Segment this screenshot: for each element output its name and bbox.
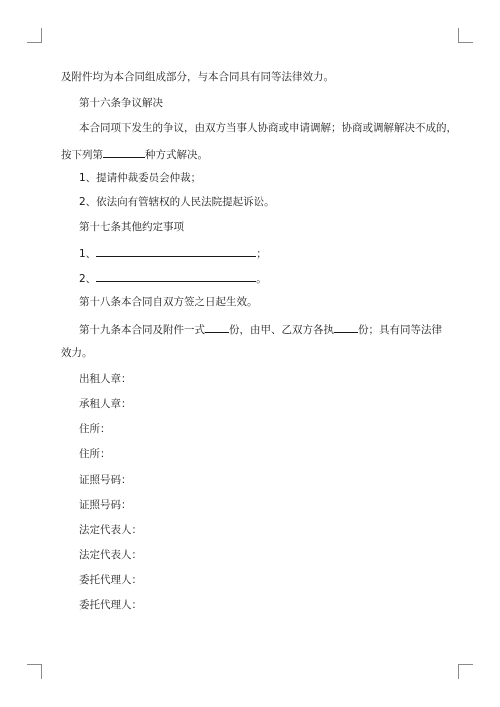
article-17-item-2-blank[interactable] [96,270,256,282]
article-19-text-a: 第十九条本合同及附件一式 [79,324,205,336]
crop-mark-top-right [458,28,473,43]
article-19-text-b: 份，由甲、乙双方各执 [229,324,334,336]
article-19-text-c: 份；具有同等法律 [358,324,442,336]
article-17-item-1-blank[interactable] [96,245,256,257]
article-16-option-2: 2、依法向有管辖权的人民法院提起诉讼。 [79,196,275,208]
crop-mark-top-left [27,28,42,43]
signature-lessee-agent: 委托代理人： [79,599,142,611]
article-19-line-1 [79,321,442,337]
article-16-choice-prefix: 按下列第 [61,149,103,161]
article-18: 第十八条本合同自双方签之日起生效。 [79,296,258,308]
signature-lessor-seal: 出租人章： [79,373,132,385]
article-16-choice-line [61,146,208,162]
signature-lessor-address: 住所： [79,423,111,435]
signature-lessee-license: 证照号码： [79,499,132,511]
article-17-item-1-end: ； [256,248,267,260]
article-16-choice-blank[interactable] [103,146,145,158]
continued-paragraph: 及附件均为本合同组成部分，与本合同具有同等法律效力。 [61,71,334,83]
article-17-item-2-end: 。 [256,273,267,285]
signature-lessor-license: 证照号码： [79,474,132,486]
signature-lessor-legal-rep: 法定代表人： [79,524,142,536]
signature-lessee-legal-rep: 法定代表人： [79,549,142,561]
article-16-title: 第十六条争议解决 [79,97,163,109]
article-16-paragraph: 本合同项下发生的争议，由双方当事人协商或申请调解；协商或调解解决不成的， [79,122,457,134]
signature-lessee-seal: 承租人章： [79,398,132,410]
article-19-each-blank[interactable] [334,321,358,333]
article-17-item-2 [79,270,267,286]
article-19-copies-blank[interactable] [205,321,229,333]
article-17-item-2-number: 2、 [79,273,97,285]
signature-lessee-address: 住所： [79,448,111,460]
article-19-line-2: 效力。 [61,347,93,359]
signature-lessor-agent: 委托代理人： [79,574,142,586]
crop-mark-bottom-left [27,664,42,679]
article-16-option-1: 1、提请仲裁委员会仲裁； [79,172,202,184]
article-17-item-1-number: 1、 [79,248,97,260]
article-16-choice-suffix: 种方式解决。 [145,149,208,161]
article-17-title: 第十七条其他约定事项 [79,221,184,233]
article-17-item-1 [79,245,267,261]
crop-mark-bottom-right [458,664,473,679]
